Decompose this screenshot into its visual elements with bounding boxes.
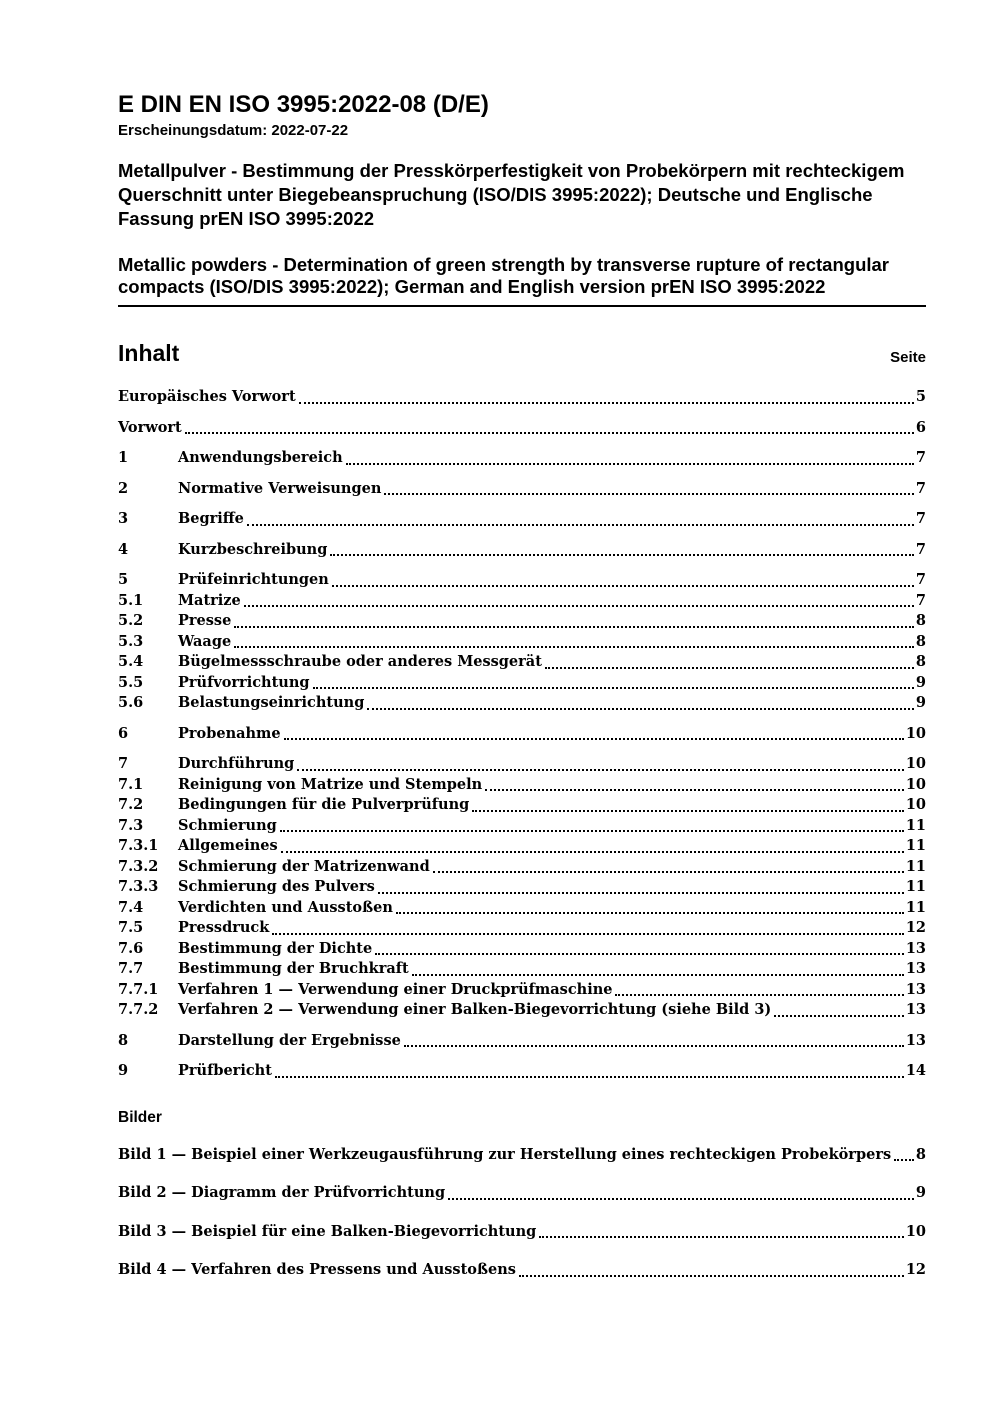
toc-entry-number: 7.3.3 [118,878,159,895]
toc-entry-title: Bedingungen für die Pulverprüfung [178,796,470,813]
toc-entry-page: 11 [905,816,926,834]
figure-entry-label: Bild 2 — Diagramm der Prüfvorrichtung [118,1184,446,1201]
toc-entry-title: Verfahren 1 — Verwendung einer Druckprüfmaschine [178,980,613,998]
toc-entry-title: Normative Verweisungen [178,479,382,497]
dot-leader [612,980,905,1001]
toc-entry-title: Prüfvorrichtung [178,673,310,691]
dot-leader [482,775,906,796]
toc-entry-number: 7.2 [118,796,144,813]
toc-entry-number: 7 [118,755,129,772]
toc-entry [118,1031,926,1052]
toc-entry-title: Verfahren 2 — Verwendung einer Balken-Biegevorrichtung (siehe Bild 3) [178,1001,772,1018]
toc-entry-title: Allgemeines [178,837,278,854]
toc-entry-page: 10 [905,796,926,813]
toc-entry-title: Bügelmessschraube oder anderes Messgerät [178,653,542,670]
toc-entry-number: 1 [118,449,129,466]
toc-entry-number: 9 [118,1062,129,1079]
toc-entry-page: 10 [905,724,926,742]
toc-entry-page: 9 [915,673,926,691]
toc-entry-title: Pressdruck [178,919,270,936]
toc-heading: Inhalt [118,340,180,366]
toc-entry-page: 13 [905,1001,926,1018]
toc-entry-page: 13 [905,980,926,998]
toc-entry-page: 11 [905,857,926,875]
dot-leader [409,959,906,980]
dot-leader [281,724,906,745]
toc-entry-page: 7 [915,449,926,466]
title-german: Metallpulver - Bestimmung der Presskörperfestigkeit von Probekörpern mit rechteckigem Querschnitt unter Biegebeanspruchung (ISO/DIS 3995:2022); Deutsche und Englische Fassung prEN ISO 3995:2022 [118,160,905,229]
toc-entry-title: Waage [178,632,232,650]
toc-entry [118,959,926,980]
toc-entry [118,836,926,857]
toc-entry-title: Verdichten und Ausstoßen [178,898,393,916]
dot-leader [182,418,916,439]
toc-entry-page: 11 [905,878,926,895]
toc-entry-page: 12 [905,919,926,936]
toc-entry-title: Vorwort [118,418,182,436]
divider-rule [118,305,926,307]
toc-entry-title: Darstellung der Ergebnisse [178,1031,401,1049]
dot-leader [272,1061,906,1082]
toc-entry-number: 6 [118,724,129,742]
dot-leader [381,479,916,500]
dot-leader [375,877,906,898]
dot-leader [231,611,916,632]
toc-entry [118,795,926,816]
toc-entry-page: 7 [915,479,926,497]
toc-entry-title: Europäisches Vorwort [118,388,296,405]
toc-entry [118,775,926,796]
toc-entry [118,591,926,612]
toc-entry-number: 7.7 [118,960,144,977]
toc-entry-page: 13 [905,960,926,977]
dot-leader [393,898,906,919]
title-english: Metallic powders - Determination of green strength by transverse rupture of rectangular compacts (ISO/DIS 3995:2022); German and English version prEN ISO 3995:2022 [118,254,889,297]
dot-leader [329,570,916,591]
toc-entry-number: 3 [118,510,129,527]
toc-entry [118,387,926,408]
toc-entry-page: 7 [915,571,926,588]
toc-entry-page: 8 [915,612,926,629]
dot-leader [891,1145,916,1166]
toc-entry-title: Begriffe [178,510,244,527]
toc-entry [118,857,926,878]
toc-entry [118,877,926,898]
toc-entry-title: Schmierung der Matrizenwand [178,857,430,875]
dot-leader [430,857,906,878]
dot-leader [327,540,916,561]
toc-entry [118,418,926,439]
toc-entry-number: 7.1 [118,775,144,793]
figure-entry-label: Bild 3 — Beispiel für eine Balken-Biegevorrichtung [118,1222,537,1240]
toc-entry-title: Matrize [178,591,241,609]
toc-entry [118,632,926,653]
dot-leader [542,652,916,673]
toc-entry-page: 6 [915,418,926,436]
toc-entry-number: 5.1 [118,591,144,609]
dot-leader [231,632,916,653]
toc-entry [118,918,926,939]
toc-entry-number: 2 [118,479,129,497]
dot-leader [241,591,916,612]
figures-list [118,1145,926,1281]
toc-entry [118,479,926,500]
toc-entry-title: Schmierung [178,816,277,834]
dot-leader [294,754,906,775]
toc-entry-page: 7 [915,540,926,558]
toc-entry-number: 5.2 [118,612,144,629]
toc-entry [118,673,926,694]
toc-entry-title: Belastungseinrichtung [178,694,365,711]
toc-entry [118,1000,926,1021]
figure-entry [118,1260,926,1281]
dot-leader [536,1222,906,1243]
toc-entry [118,939,926,960]
toc-entry-page: 8 [915,632,926,650]
dot-leader [296,387,916,408]
toc-header-row [118,340,926,367]
toc-entry-title: Presse [178,612,232,629]
toc-entry-title: Prüfeinrichtungen [178,571,329,588]
toc-entry-number: 7.7.2 [118,1001,159,1018]
figure-entry-label: Bild 1 — Beispiel einer Werkzeugausführung zur Herstellung eines rechteckigen Probekörpers [118,1145,892,1163]
dot-leader [269,918,906,939]
figure-entry-page: 12 [905,1261,926,1278]
toc-entry-title: Durchführung [178,755,295,772]
toc-entry-number: 5.3 [118,632,144,650]
toc-entry-number: 7.5 [118,919,144,936]
toc-entry-title: Prüfbericht [178,1062,272,1079]
toc-entry [118,570,926,591]
dot-leader [277,816,906,837]
toc-entry-page: 10 [905,755,926,772]
toc-entry-title: Anwendungsbereich [178,449,343,466]
toc-entry [118,980,926,1001]
dot-leader [343,448,916,469]
dot-leader [469,795,906,816]
dot-leader [771,1000,906,1021]
toc-entry-page: 11 [905,837,926,854]
toc-entry-number: 7.3 [118,816,144,834]
figure-entry [118,1145,926,1166]
toc-entry-page: 9 [915,694,926,711]
figure-entry-page: 8 [915,1145,926,1163]
dot-leader [244,509,916,530]
toc-entry [118,724,926,745]
doc-number: E DIN EN ISO 3995:2022-08 (D/E) [118,91,489,118]
figures-heading: Bilder [118,1108,162,1126]
toc-entry [118,448,926,469]
toc-entry [118,693,926,714]
toc-entry [118,898,926,919]
toc-entry-number: 4 [118,540,129,558]
dot-leader [401,1031,906,1052]
toc-entry-number: 7.7.1 [118,980,159,998]
figure-entry [118,1183,926,1204]
toc-entry-page: 10 [905,775,926,793]
toc-entry-page: 5 [915,388,926,405]
toc-list [118,387,926,1082]
toc-entry [118,754,926,775]
toc-entry-title: Kurzbeschreibung [178,540,328,558]
figure-entry-page: 10 [905,1222,926,1240]
toc-entry [118,509,926,530]
toc-entry [118,816,926,837]
dot-leader [310,673,916,694]
toc-entry [118,540,926,561]
figure-entry-label: Bild 4 — Verfahren des Pressens und Ausstoßens [118,1261,516,1278]
toc-entry-number: 7.6 [118,939,144,957]
toc-entry-title: Probenahme [178,724,281,742]
toc-entry-number: 7.3.2 [118,857,159,875]
toc-entry [118,1061,926,1082]
toc-entry-page: 14 [905,1062,926,1079]
toc-entry-page: 13 [905,939,926,957]
dot-leader [445,1183,916,1204]
toc-entry-title: Reinigung von Matrize und Stempeln [178,775,483,793]
toc-entry-page: 7 [915,591,926,609]
toc-entry-page: 7 [915,510,926,527]
dot-leader [516,1260,906,1281]
toc-entry-number: 5.6 [118,694,144,711]
toc-entry-number: 7.4 [118,898,144,916]
toc-entry-number: 5 [118,571,129,588]
toc-entry-page: 8 [915,653,926,670]
dot-leader [364,693,916,714]
figure-entry-page: 9 [915,1184,926,1201]
toc-page-column-label: Seite [890,349,926,366]
toc-entry-page: 13 [905,1031,926,1049]
toc-entry-title: Bestimmung der Dichte [178,939,373,957]
figure-entry [118,1222,926,1243]
dot-leader [278,836,906,857]
toc-entry [118,652,926,673]
toc-entry-number: 5.4 [118,653,144,670]
toc-entry-title: Schmierung des Pulvers [178,878,375,895]
toc-entry-title: Bestimmung der Bruchkraft [178,960,409,977]
toc-entry [118,611,926,632]
publication-date: Erscheinungsdatum: 2022-07-22 [118,122,349,139]
toc-entry-page: 11 [905,898,926,916]
toc-entry-number: 5.5 [118,673,144,691]
toc-entry-number: 8 [118,1031,129,1049]
dot-leader [372,939,906,960]
toc-entry-number: 7.3.1 [118,837,159,854]
